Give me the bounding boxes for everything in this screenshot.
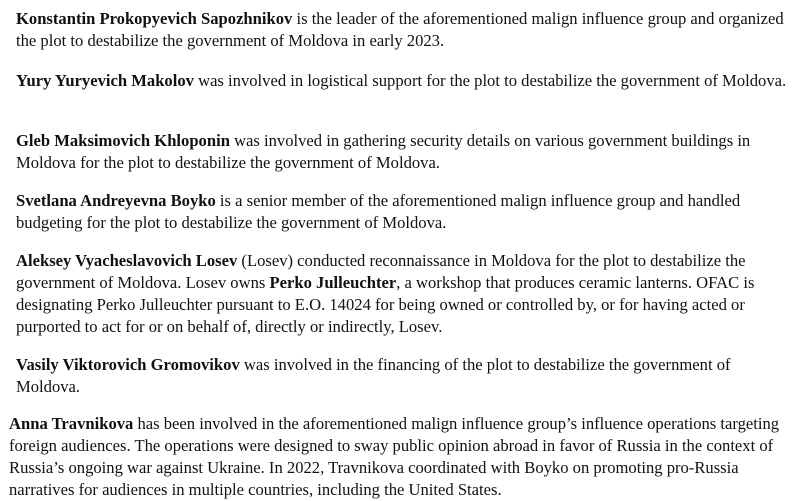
paragraph-makolov [16, 70, 796, 92]
paragraph-losev [16, 250, 796, 338]
paragraph-khloponin [16, 130, 796, 174]
person-name: Svetlana Andreyevna Boyko [16, 191, 216, 210]
paragraph-boyko [16, 190, 796, 234]
person-name: Yury Yuryevich Makolov [16, 71, 194, 90]
paragraph-text: is the leader of the aforementioned malign influence group and organized the plot to destabilize the government of Moldova in early 2023. [16, 9, 784, 50]
person-name: Vasily Viktorovich Gromovikov [16, 355, 240, 374]
paragraph-travnikova [9, 413, 799, 501]
person-name: Gleb Maksimovich Khloponin [16, 131, 230, 150]
paragraph-text: was involved in logistical support for the plot to destabilize the government of Moldova. [193, 71, 787, 90]
person-name: Anna Travnikova [9, 414, 134, 433]
person-name: Aleksey Vyacheslavovich Losev [16, 251, 238, 270]
paragraph-gromovikov [16, 354, 796, 398]
paragraph-text: (Losev) conducted reconnaissance in Moldova for the plot to destabilize the government of Moldova. Losev owns [16, 251, 746, 292]
entity-name: Perko Julleuchter [269, 273, 397, 292]
paragraph-sapozhnikov [16, 8, 796, 52]
paragraph-text: was involved in the financing of the plot to destabilize the government of Moldova. [16, 355, 731, 396]
paragraph-text: is a senior member of the aforementioned malign influence group and handled budgeting for the plot to destabilize the government of Moldova. [16, 191, 741, 232]
paragraph-text: was involved in gathering security details on various government buildings in Moldova for the plot to destabilize the government of Moldova. [16, 131, 751, 172]
person-name: Konstantin Prokopyevich Sapozhnikov [16, 9, 293, 28]
paragraph-text: has been involved in the aforementioned malign influence group’s influence operations targeting foreign audiences. The operations were designed to sway public opinion abroad in favor of Russia in the context of Russia’s ongoing war against Ukraine. In 2022, Travnikova coordinated with Boyko on promoting pro-Russia narratives for audiences in multiple countries, including the United States. [9, 414, 780, 499]
paragraph-text-continued: , a workshop that produces ceramic lanterns. OFAC is designating Perko Julleuchter pursuant to E.O. 14024 for being owned or controlled by, or for having acted or purported to act for or on behalf of, directly or indirectly, Losev. [16, 273, 755, 336]
